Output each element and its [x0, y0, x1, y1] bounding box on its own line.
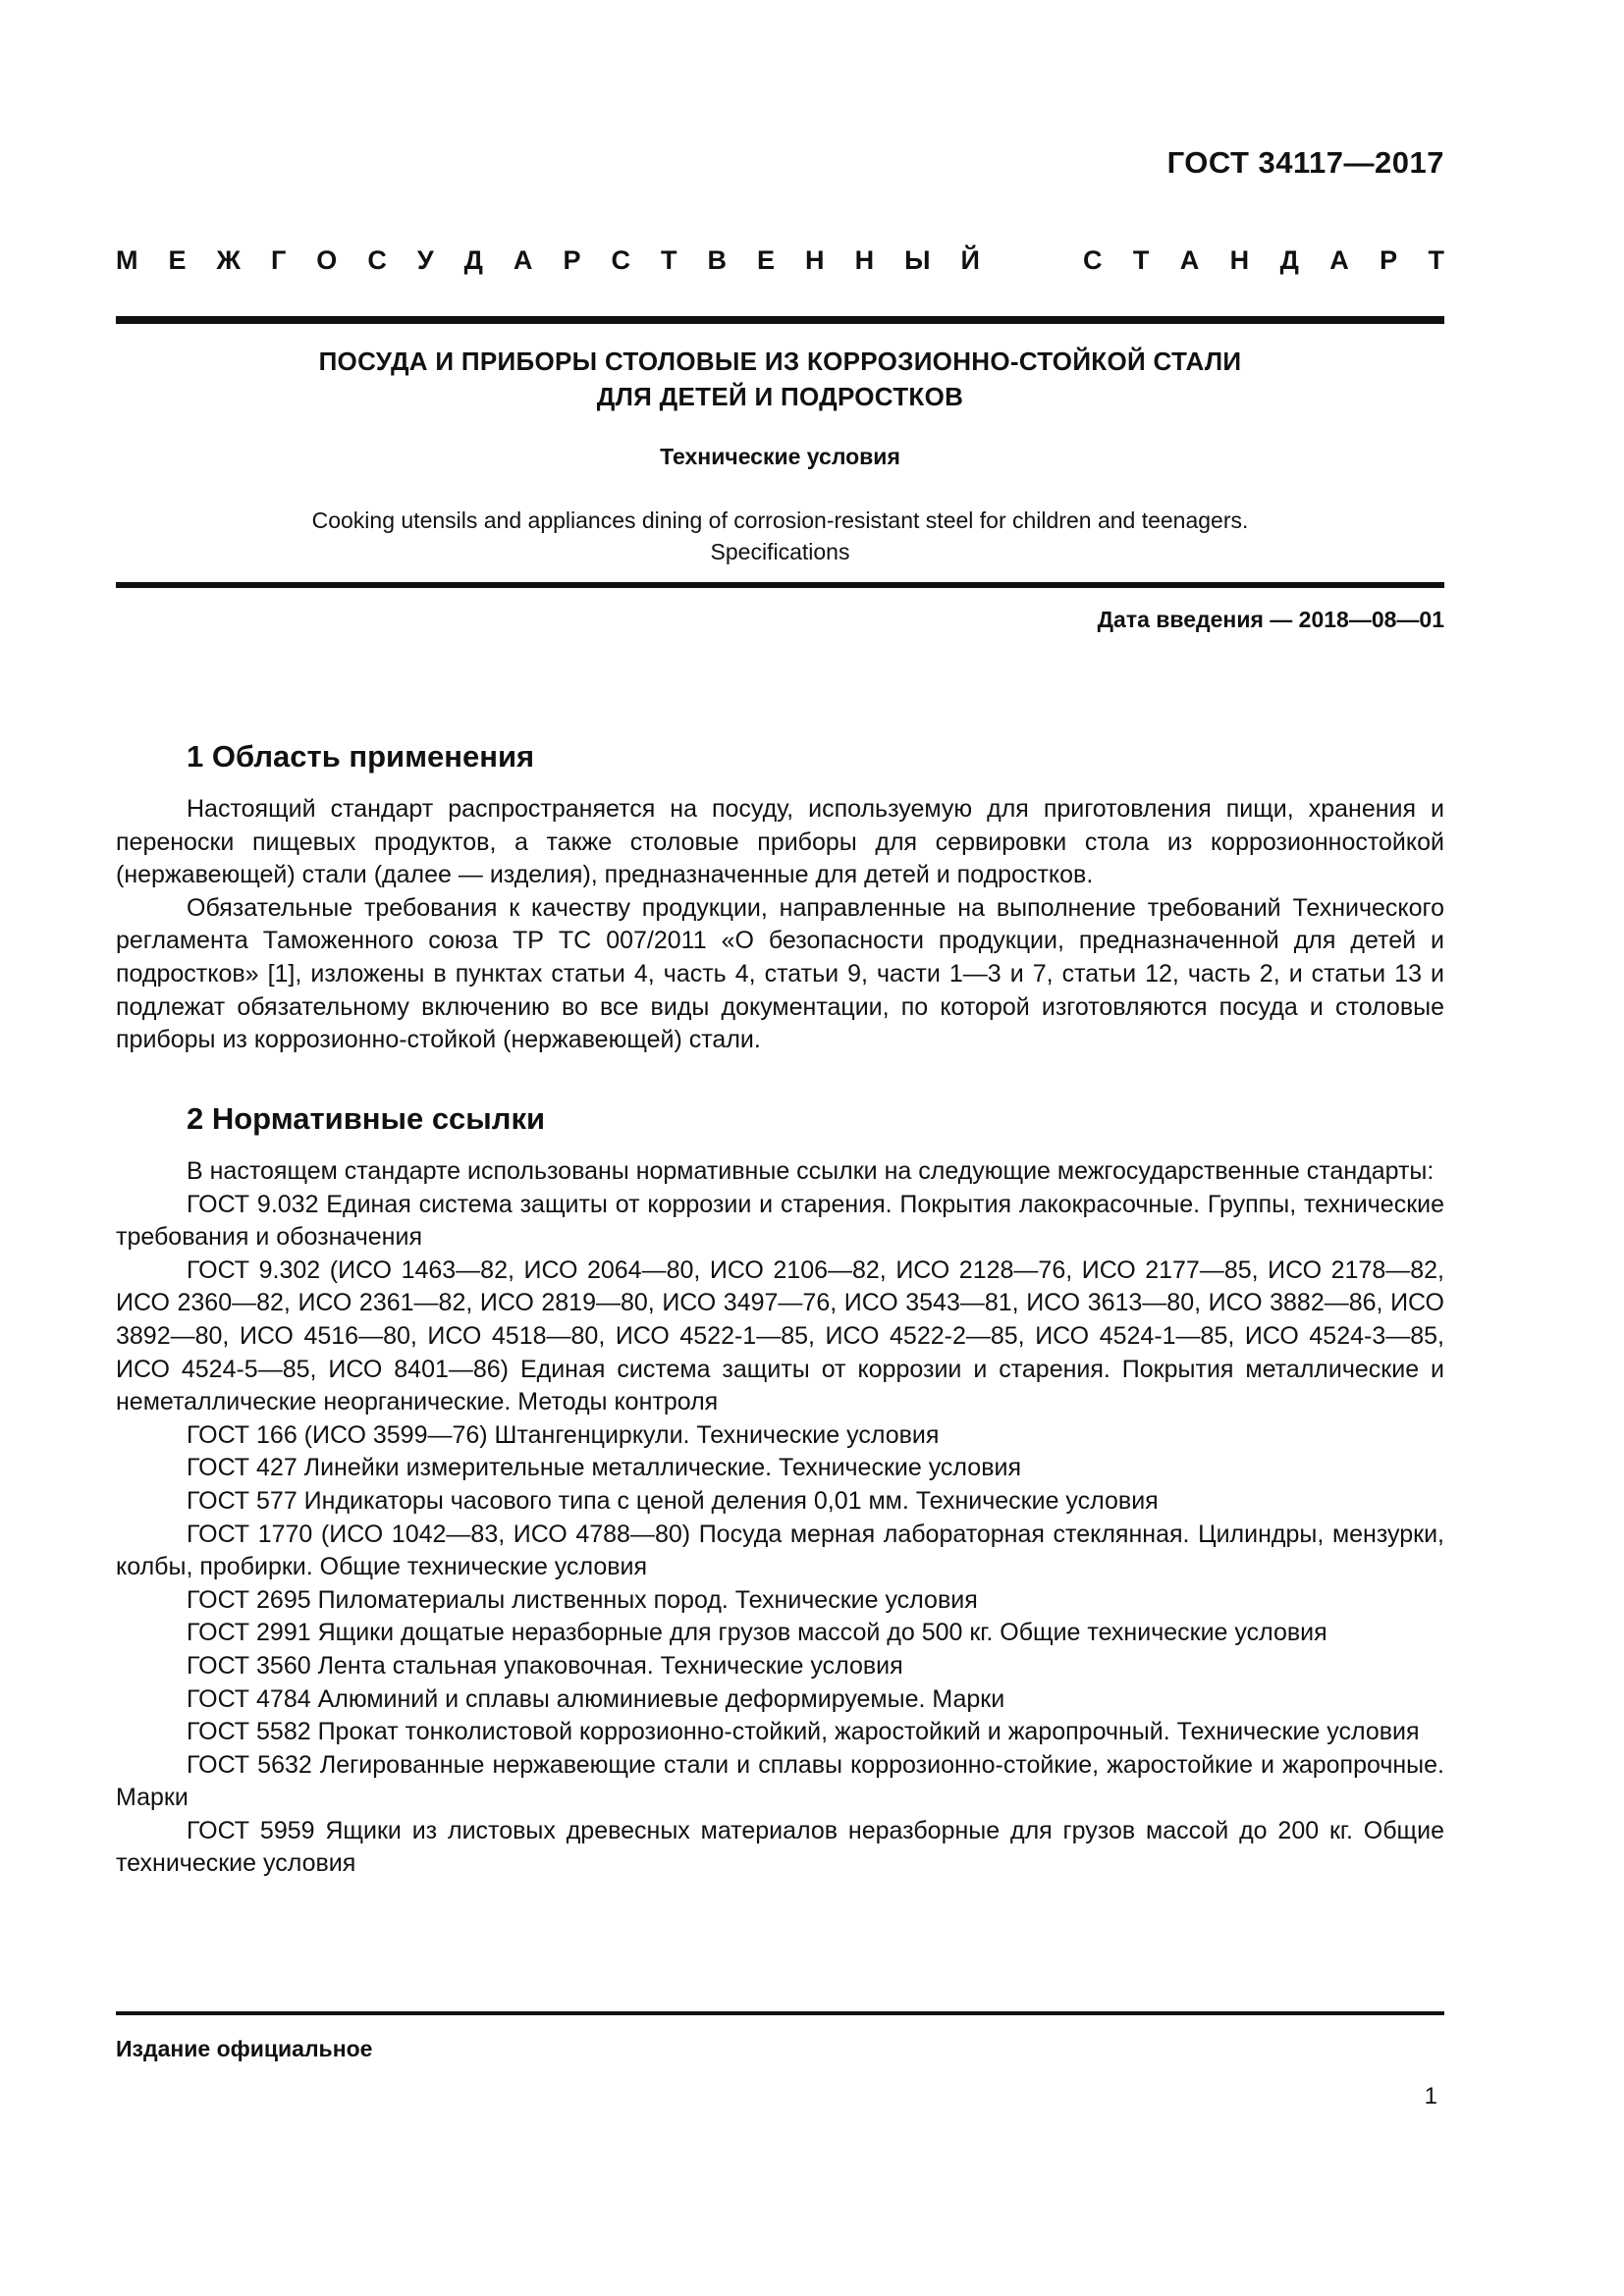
reference-item: ГОСТ 577 Индикаторы часового типа с ценой деления 0,01 мм. Технические условия: [187, 1486, 1159, 1515]
section-2-body: [116, 1155, 1444, 1881]
section-2-heading: 2 Нормативные ссылки: [187, 1101, 546, 1136]
section-1-body: [116, 793, 1444, 1057]
banner-word-standard: [1083, 245, 1444, 276]
english-title-line-2: Specifications: [710, 539, 850, 564]
banner-letter: Е: [168, 245, 187, 275]
banner-letter: Т: [660, 245, 677, 275]
banner-letter: Н: [854, 245, 875, 275]
standard-code: ГОСТ 34117—2017: [1166, 145, 1444, 180]
footer-divider: [116, 2011, 1444, 2015]
banner-letter: Н: [805, 245, 825, 275]
banner-letter: М: [116, 245, 138, 275]
banner-letter: С: [367, 245, 387, 275]
paragraph: Обязательные требования к качеству продукции, направленные на выполнение требований Технического регламента Таможенного союза ТР ТС 007/2011 «О безопасности продукции, предназначенной для детей и подростков» [1], изложены в пунктах статьи 4, часть 4, статьи 9, части 1—3 и 7, статьи 12, часть 2, и статьи 13 и подлежат обязательному включению во все виды документации, по которой изготовляются посуда и столовые приборы из коррозионно-стойкой (нержавеющей) стали.: [116, 893, 1444, 1054]
banner-letter: Е: [757, 245, 776, 275]
reference-item: ГОСТ 9.302 (ИСО 1463—82, ИСО 2064—80, ИСО 2106—82, ИСО 2128—76, ИСО 2177—85, ИСО 2178—82, ИСО 2360—82, ИСО 2361—82, ИСО 2819—80, ИСО 3497—76, ИСО 3543—81, ИСО 3613—80, ИСО 3882—86, ИСО 3892—80, ИСО 4516—80, ИСО 4518—80, ИСО 4522-1—85, ИСО 4522-2—85, ИСО 4524-1—85, ИСО 4524-3—85, ИСО 4524-5—85, ИСО 8401—86) Единая система защиты от коррозии и старения. Покрытия металлические и неметаллические неорганические. Методы контроля: [116, 1255, 1444, 1416]
banner-word-interstate: [116, 245, 980, 276]
reference-item: ГОСТ 427 Линейки измерительные металлические. Технические условия: [187, 1454, 1021, 1482]
document-title: [116, 344, 1444, 414]
reference-item: ГОСТ 5632 Легированные нержавеющие стали и сплавы коррозионно-стойкие, жаростойкие и жаропрочные. Марки: [116, 1750, 1444, 1812]
banner-letter: Г: [270, 245, 287, 275]
reference-item: ГОСТ 166 (ИСО 3599—76) Штангенциркули. Технические условия: [187, 1420, 940, 1449]
banner-letter: Р: [563, 245, 581, 275]
introduction-date: Дата введения — 2018—08—01: [1097, 607, 1444, 632]
title-divider: [116, 582, 1444, 588]
banner-letter: Ж: [216, 245, 241, 275]
english-title: [116, 505, 1444, 567]
banner-letter: Н: [1229, 245, 1250, 275]
title-line-1: ПОСУДА И ПРИБОРЫ СТОЛОВЫЕ ИЗ КОРРОЗИОННО-СТОЙКОЙ СТАЛИ: [318, 347, 1242, 376]
section-1-heading: 1 Область применения: [187, 739, 535, 774]
document-subtitle: Технические условия: [660, 444, 900, 469]
english-title-line-1: Cooking utensils and appliances dining of corrosion-resistant steel for children and teenagers.: [311, 507, 1249, 533]
reference-item: ГОСТ 2991 Ящики дощатые неразборные для грузов массой до 500 кг. Общие технические условия: [187, 1619, 1327, 1647]
page-number: 1: [1424, 2083, 1437, 2109]
banner-letter: Д: [1279, 245, 1299, 275]
banner-letter: С: [1083, 245, 1103, 275]
interstate-standard-banner: [116, 245, 1444, 276]
banner-letter: С: [611, 245, 630, 275]
banner-letter: У: [416, 245, 434, 275]
banner-letter: Ы: [904, 245, 931, 275]
reference-item: ГОСТ 9.032 Единая система защиты от коррозии и старения. Покрытия лакокрасочные. Группы, технические требования и обозначения: [116, 1190, 1444, 1252]
top-divider: [116, 316, 1444, 324]
reference-item: ГОСТ 5582 Прокат тонколистовой коррозионно-стойкий, жаростойкий и жаропрочный. Технические условия: [187, 1718, 1420, 1746]
banner-letter: А: [1329, 245, 1349, 275]
banner-letter: В: [707, 245, 727, 275]
reference-item: ГОСТ 3560 Лента стальная упаковочная. Технические условия: [187, 1651, 903, 1680]
paragraph: Настоящий стандарт распространяется на посуду, используемую для приготовления пищи, хранения и переноски пищевых продуктов, а также столовые приборы для сервировки стола из коррозионностойкой (нержавеющей) стали (далее — изделия), предназначенные для детей и подростков.: [116, 795, 1444, 889]
banner-letter: Д: [463, 245, 483, 275]
banner-letter: А: [513, 245, 533, 275]
banner-letter: А: [1179, 245, 1200, 275]
banner-letter: О: [316, 245, 338, 275]
reference-item: ГОСТ 1770 (ИСО 1042—83, ИСО 4788—80) Посуда мерная лабораторная стеклянная. Цилиндры, мензурки, колбы, пробирки. Общие технические условия: [116, 1520, 1444, 1581]
banner-letter: Т: [1428, 245, 1444, 275]
official-edition-note: Издание официальное: [116, 2036, 373, 2061]
reference-item: ГОСТ 2695 Пиломатериалы лиственных пород. Технические условия: [187, 1585, 978, 1614]
banner-letter: Т: [1132, 245, 1150, 275]
reference-item: ГОСТ 4784 Алюминий и сплавы алюминиевые деформируемые. Марки: [187, 1684, 1005, 1713]
banner-letter: Р: [1380, 245, 1398, 275]
title-line-2: ДЛЯ ДЕТЕЙ И ПОДРОСТКОВ: [596, 382, 964, 411]
banner-letter: Й: [960, 245, 980, 275]
reference-item: ГОСТ 5959 Ящики из листовых древесных материалов неразборные для грузов массой до 200 кг. Общие технические условия: [116, 1816, 1444, 1878]
paragraph: В настоящем стандарте использованы нормативные ссылки на следующие межгосударственные стандарты:: [187, 1157, 1435, 1185]
